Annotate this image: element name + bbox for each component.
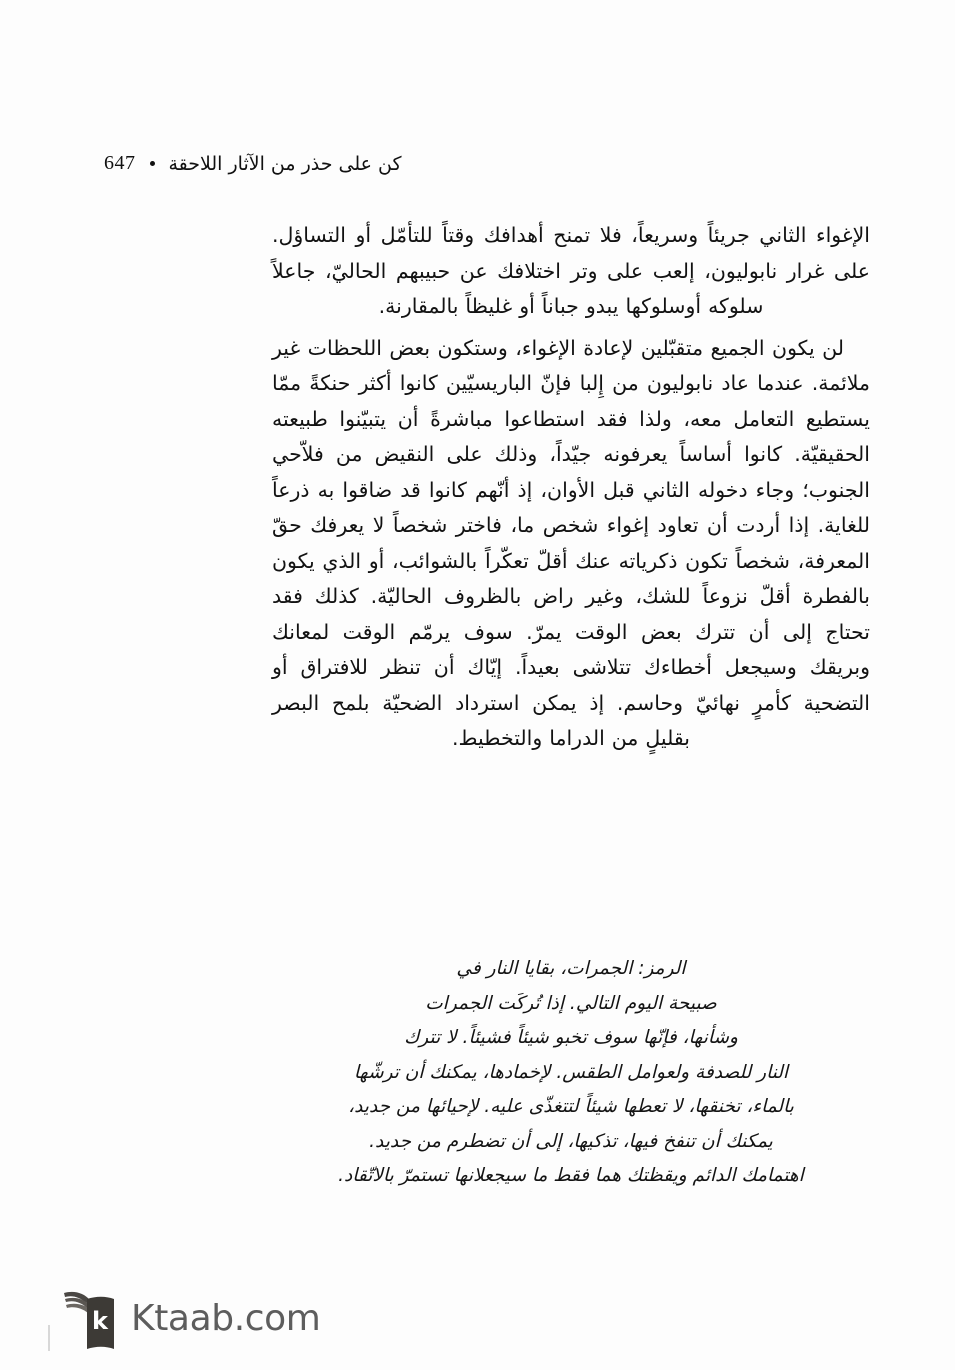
paragraph-1: الإغواء الثاني جريئاً وسريعاً، فلا تمنح أهدافك وقتاً للتأمّل أو التساؤل. على غرار نابوليون، إلعب على وتر اختلافك عن حبيبهم الحاليّ، جاعلاً سلوكه أوسلوكها يبدو جباناً أو غليظاً بالمقارنة. (272, 223, 870, 318)
quote-line: الرمز: الجمرات، بقايا النار في (456, 958, 686, 979)
body-text-column (272, 218, 870, 757)
quote-line: النار للصدفة ولعوامل الطقس. لإخمادها، يمكنك أن ترشّها (353, 1061, 789, 1083)
watermark-brand-text: Ktaab.com (131, 1298, 321, 1339)
page-number: 647 (104, 152, 136, 174)
quote-line: وشأنها، فإنّها سوف تخبو شيئاً فشيئاً. لا تترك (404, 1027, 738, 1048)
bullet-separator-icon (150, 161, 155, 166)
chapter-title: كن على حذر من الآثار اللاحقة (168, 152, 402, 175)
page-edge-mark (48, 1325, 50, 1351)
book-logo-icon (62, 1283, 118, 1355)
quote-line: يمكنك أن تنفخ فيها، تذكيها، إلى أن تضطرم من جديد. (369, 1130, 773, 1152)
quote-line: بالماء، تخنقها، لا تعطها شيئاً لتتغذّى عليه. لإحيائها من جديد، (348, 1096, 794, 1117)
running-header (104, 152, 402, 175)
svg-text:k: k (92, 1307, 108, 1335)
paragraph-2: لن يكون الجميع متقبّلين لإعادة الإغواء، وستكون بعض اللحظات غير ملائمة. عندما عاد نابوليون من إِلبا فإنّ الباريسيّين كانوا أكثر حنكةً ممّا يستطيع التعامل معه، ولذا فقد استطاعوا مباشرةً أن يتبيّنوا طبيعته الحقيقيّة. كانوا أساساً يعرفونه جيّداً، وذلك على النقيض من فلاّحي الجنوب؛ وجاء دخوله الثاني قبل الأوان، إذ أنّهم كانوا قد ضاقوا به ذرعاً للغاية. إذا أردت أن تعاود إغواء شخص ما، فاختر شخصاً لا يعرفك حقّ المعرفة، شخصاً تكون ذكرياته عنك أقلّ تعكّراً بالشوائب، أو الذي يكون بالفطرة أقلّ نزوعاً للشك، وغير راض بالظروف الحاليّة. كذلك فقد تحتاج إلى أن تترك بعض الوقت يمرّ. سوف يرمّم الوقت لمعانك وبريقك وسيجعل أخطاءك تتلاشى بعيداً. إيّاك أن تنظر للافتراق أو التضحية كأمرٍ نهائيّ وحاسم. إذ يمكن استرداد الضحيّة بلمح البصر بقليلٍ من الدراما والتخطيط. (272, 335, 870, 750)
site-watermark (62, 1283, 320, 1355)
quote-line: صبيحة اليوم التالي. إذا تُركَت الجمرات (425, 992, 717, 1014)
quote-line: اهتمامك الدائم ويقظتك هما فقط ما سيجعلانها تستمرّ بالاتّقاد. (338, 1165, 804, 1186)
symbol-quote-block (272, 952, 870, 1194)
